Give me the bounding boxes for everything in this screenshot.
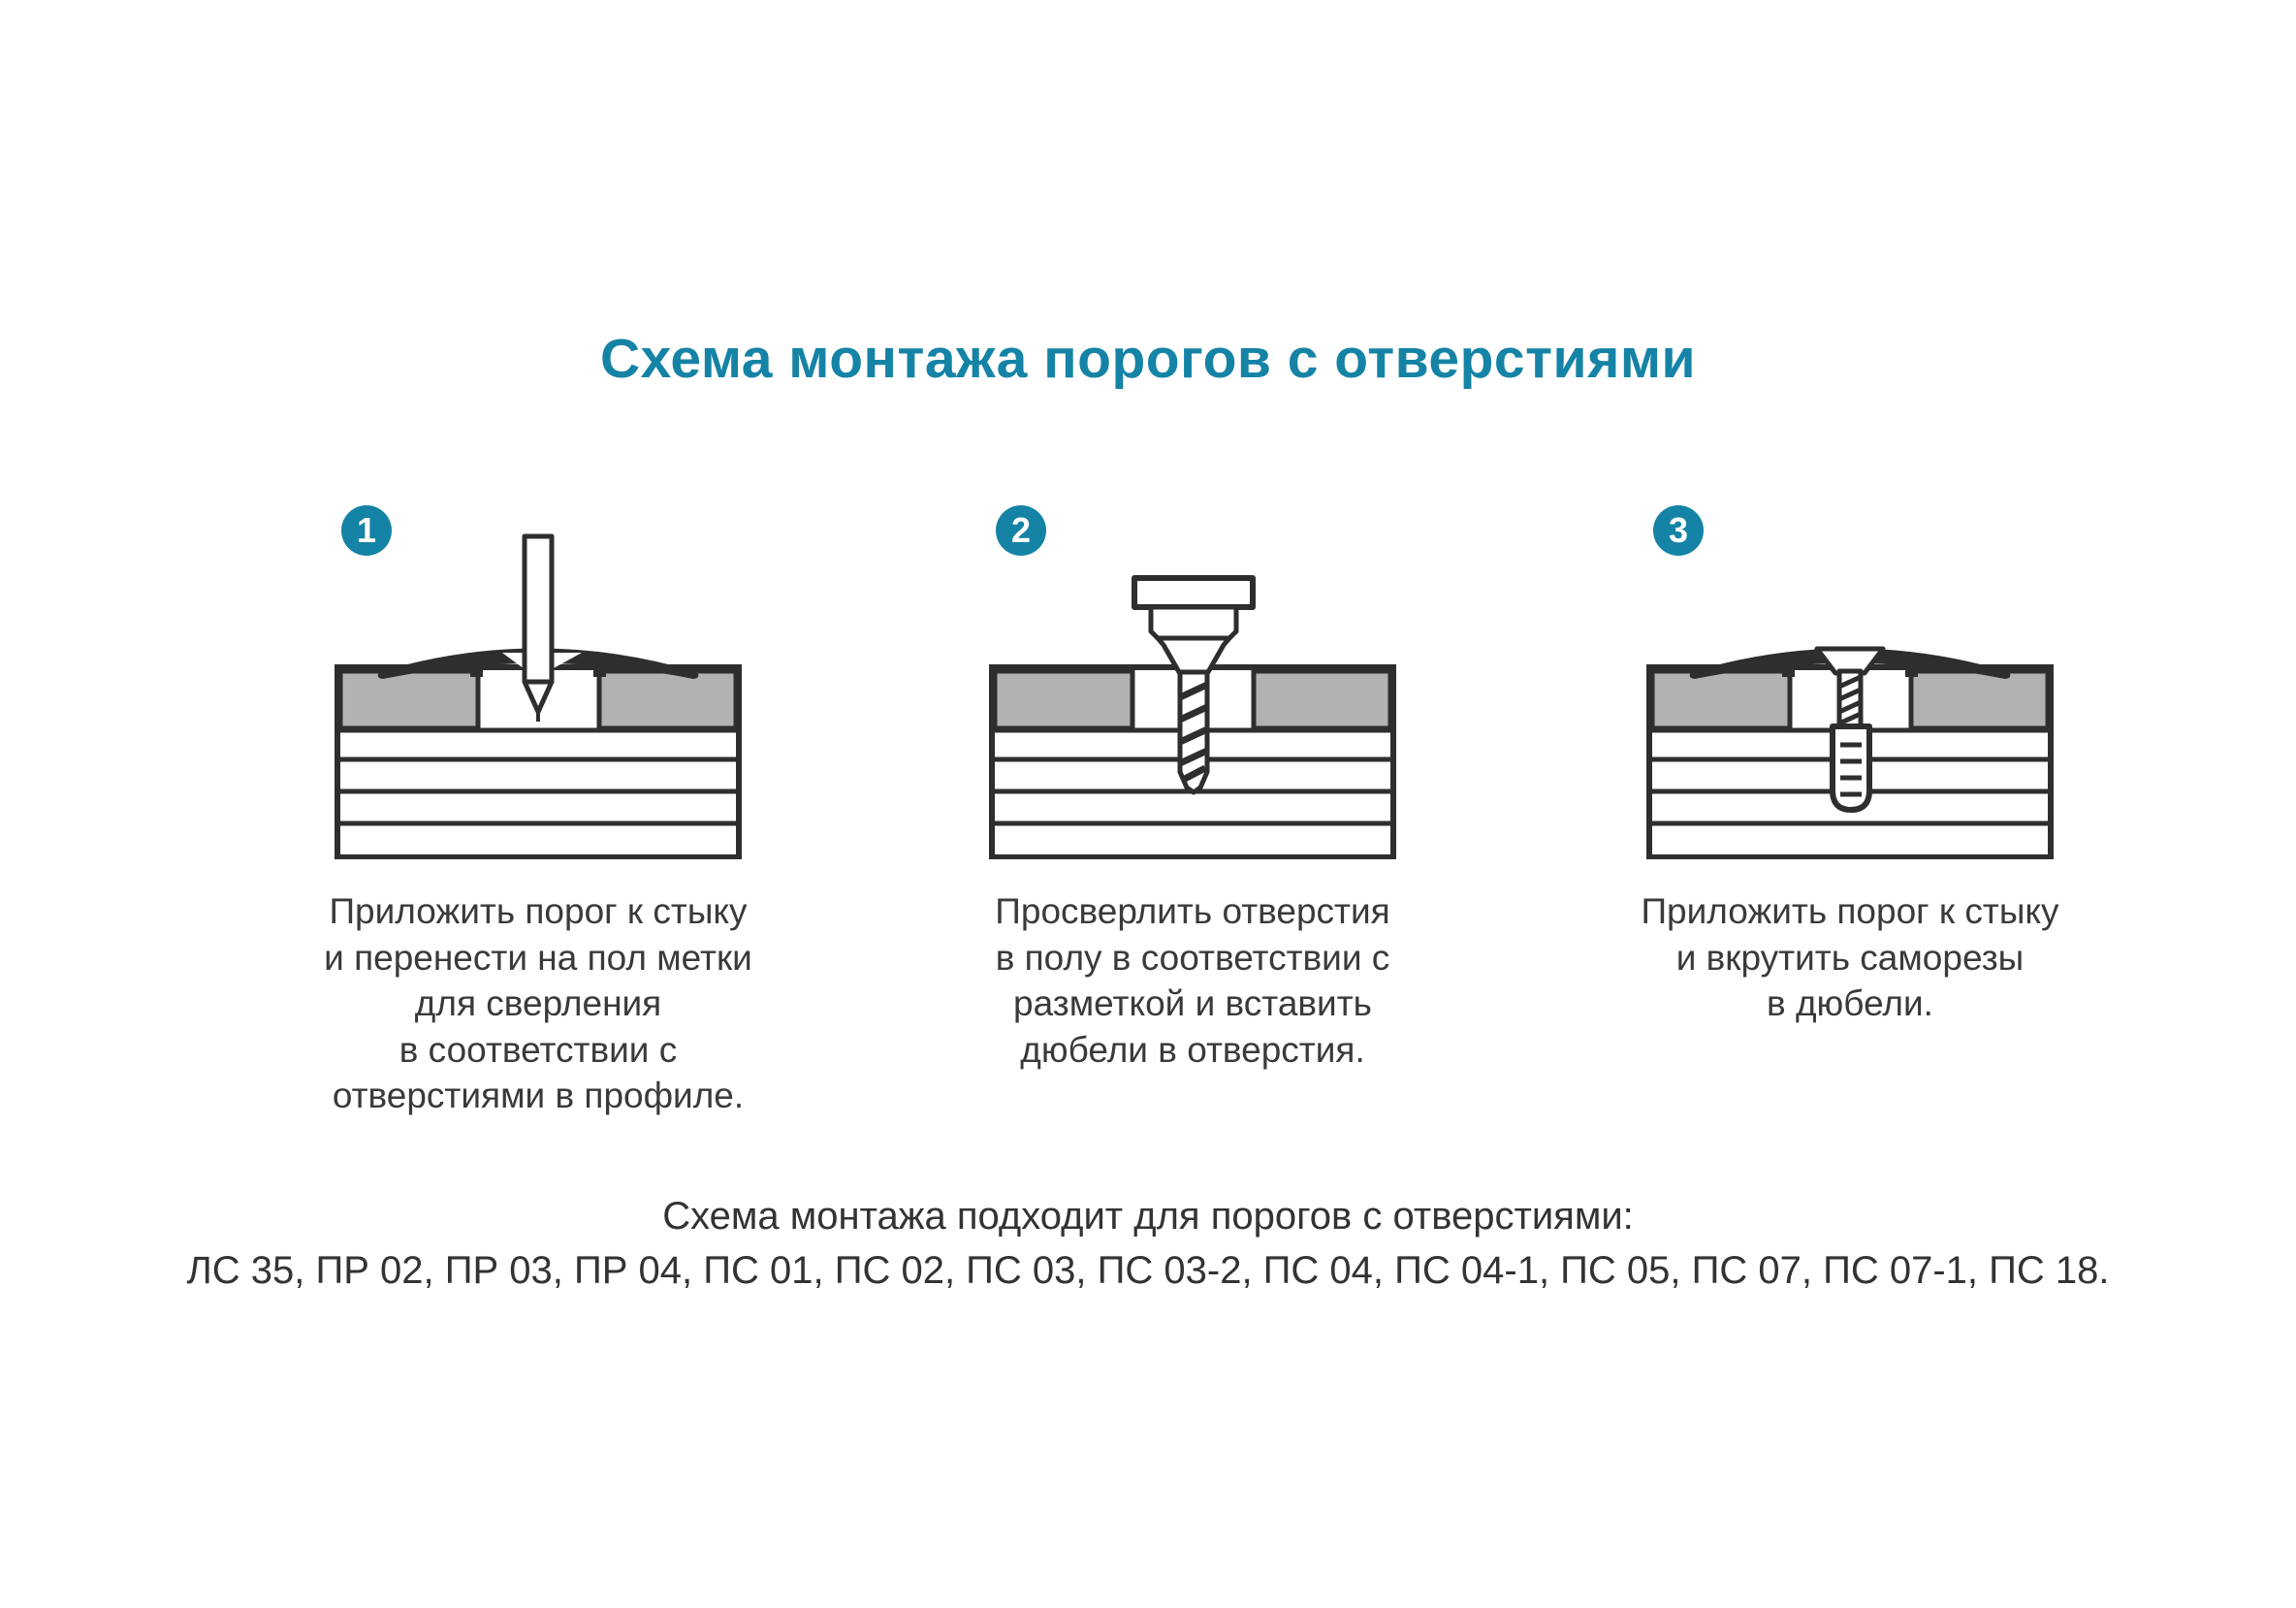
drill-diagram-icon — [979, 471, 1406, 859]
caption-line: Просверлить отверстия — [995, 891, 1390, 931]
caption-line: отверстиями в профиле. — [332, 1076, 745, 1115]
floor-covering-left — [1652, 671, 1790, 728]
caption-line: дюбели в отверстия. — [1020, 1029, 1365, 1070]
step-3-caption — [1598, 888, 2102, 1027]
drill-bit-icon — [1180, 672, 1207, 792]
caption-line: и перенести на пол метки — [324, 937, 752, 978]
caption-line: Приложить порог к стыку — [329, 891, 748, 931]
caption-line: в соответствии с — [399, 1029, 678, 1070]
step-1 — [286, 471, 790, 1150]
caption-line: Приложить порог к стыку — [1641, 891, 2059, 931]
caption-line: разметкой и вставить — [1013, 983, 1372, 1023]
floor-covering-right — [1911, 671, 2048, 728]
note-line-2: ЛС 35, ПР 02, ПР 03, ПР 04, ПС 01, ПС 02, ПС 03, ПС 03-2, ПС 04, ПС 04-1, ПС 05, ПС 07, ПС 07-1, ПС 18. — [186, 1249, 2110, 1292]
step-1-caption — [286, 888, 790, 1119]
pencil-icon — [525, 536, 552, 722]
caption-line: и вкрутить саморезы — [1675, 937, 2025, 978]
step-2-number-badge: 2 — [996, 505, 1046, 556]
step-2-caption — [941, 888, 1445, 1073]
step-3-number-badge: 3 — [1653, 505, 1704, 556]
drill-icon — [1134, 578, 1253, 672]
screw-fastening-diagram-icon — [1637, 471, 2063, 859]
step-2 — [941, 471, 1445, 1150]
floor-covering-right — [599, 671, 736, 728]
caption-line: для сверления — [414, 983, 662, 1023]
marking-pencil-diagram-icon — [325, 471, 751, 859]
caption-line: в дюбели. — [1767, 983, 1933, 1023]
step-3 — [1598, 471, 2102, 1150]
floor-covering-right — [1254, 671, 1390, 728]
floor-covering-left — [995, 671, 1132, 728]
note-line-1: Схема монтажа подходит для порогов с отверстиями: — [662, 1195, 1634, 1238]
dowel-icon — [1833, 726, 1869, 810]
page-title: Схема монтажа порогов с отверстиями — [599, 328, 1697, 390]
caption-line: в полу в соответствии с — [995, 937, 1390, 978]
step-1-number-badge: 1 — [341, 505, 392, 556]
compatible-models-note — [0, 1189, 2296, 1298]
floor-covering-left — [340, 671, 478, 728]
